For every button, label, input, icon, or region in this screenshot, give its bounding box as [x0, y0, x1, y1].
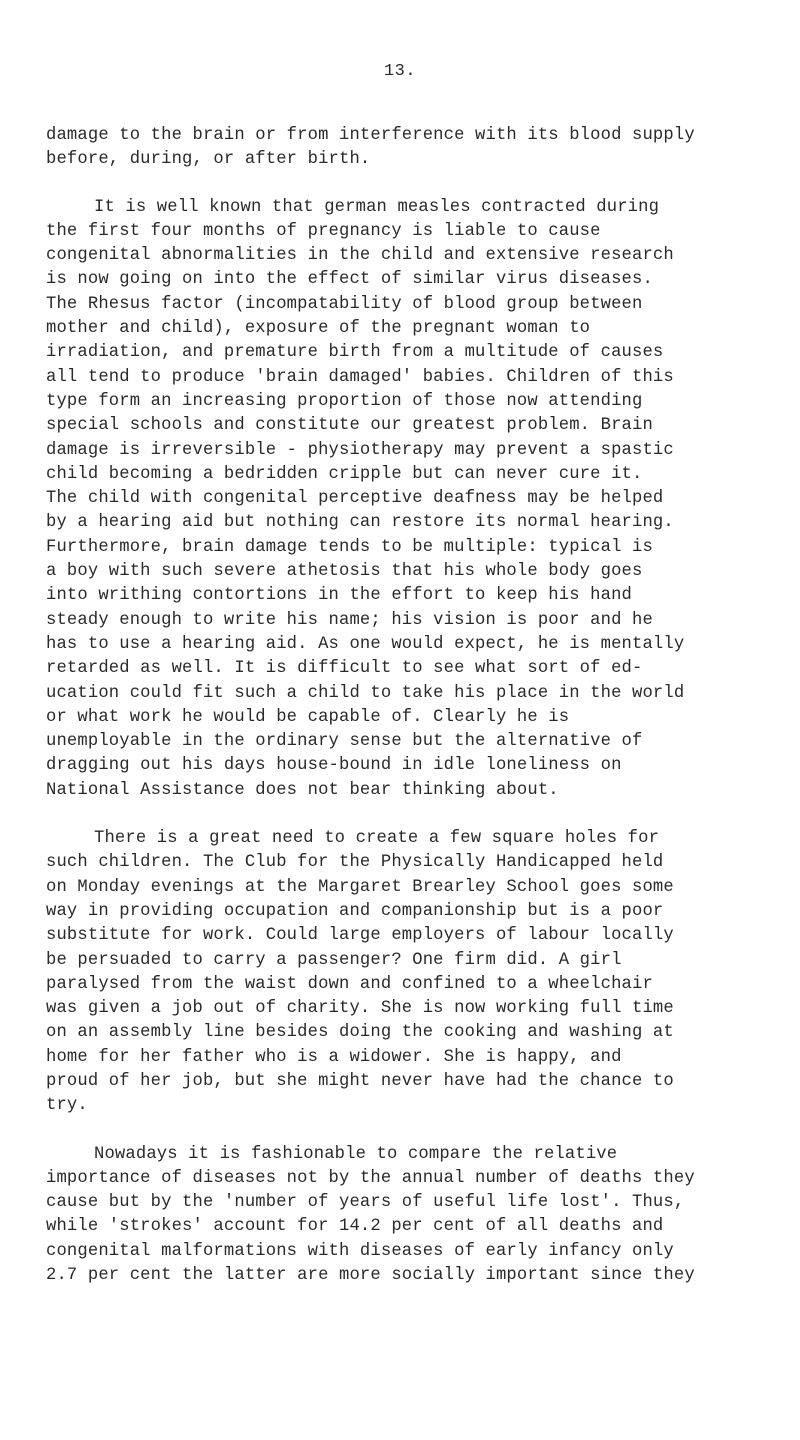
text-line: be persuaded to carry a passenger? One firm did. A girl — [46, 950, 622, 970]
body-text — [46, 124, 766, 1312]
text-line: before, during, or after birth. — [46, 150, 371, 170]
text-line: 2.7 per cent the latter are more socially important since they — [46, 1266, 695, 1286]
text-line: dragging out his days house-bound in idle loneliness on — [46, 756, 622, 776]
text-line: by a hearing aid but nothing can restore its normal hearing. — [46, 513, 674, 533]
text-line: The child with congenital perceptive deafness may be helped — [46, 489, 664, 509]
text-line: such children. The Club for the Physically Handicapped held — [46, 853, 664, 873]
text-line: substitute for work. Could large employers of labour locally — [46, 926, 674, 946]
text-line: or what work he would be capable of. Clearly he is — [46, 707, 570, 727]
text-line: is now going on into the effect of similar virus diseases. — [46, 270, 653, 290]
text-line: type form an increasing proportion of those now attending — [46, 391, 643, 411]
text-line: congenital malformations with diseases of early infancy only — [46, 1241, 674, 1261]
text-line: National Assistance does not bear thinking about. — [46, 780, 559, 800]
text-line: proud of her job, but she might never have had the chance to — [46, 1071, 674, 1091]
text-line: on Monday evenings at the Margaret Brearley School goes some — [46, 877, 674, 897]
text-line: mother and child), exposure of the pregnant woman to — [46, 319, 591, 339]
text-line: has to use a hearing aid. As one would expect, he is mentally — [46, 634, 685, 654]
text-line: while 'strokes' account for 14.2 per cent of all deaths and — [46, 1217, 664, 1237]
text-line: paralysed from the waist down and confined to a wheelchair — [46, 974, 653, 994]
text-line: on an assembly line besides doing the cooking and washing at — [46, 1023, 674, 1043]
text-line: try. — [46, 1096, 88, 1116]
text-line: retarded as well. It is difficult to see what sort of ed- — [46, 659, 643, 679]
text-line: steady enough to write his name; his vision is poor and he — [46, 610, 653, 630]
text-line: cause but by the 'number of years of useful life lost'. Thus, — [46, 1193, 685, 1213]
text-line: The Rhesus factor (incompatability of blood group between — [46, 294, 643, 314]
text-line: a boy with such severe athetosis that his whole body goes — [46, 562, 643, 582]
text-line: It is well known that german measles contracted during — [94, 197, 660, 217]
text-line: damage to the brain or from interference with its blood supply — [46, 126, 695, 145]
text-line: congenital abnormalities in the child and extensive research — [46, 246, 674, 266]
text-line: child becoming a bedridden cripple but can never cure it. — [46, 464, 643, 484]
text-line: Furthermore, brain damage tends to be multiple: typical is — [46, 537, 653, 557]
paragraph — [46, 827, 766, 1119]
text-line: all tend to produce 'brain damaged' babies. Children of this — [46, 367, 674, 387]
paragraph — [46, 1143, 766, 1289]
text-line: home for her father who is a widower. She is happy, and — [46, 1047, 622, 1067]
paragraph — [46, 196, 766, 803]
text-line: the first four months of pregnancy is liable to cause — [46, 221, 601, 241]
page-number: 13. — [383, 62, 417, 81]
text-line: irradiation, and premature birth from a multitude of causes — [46, 343, 664, 363]
text-line: importance of diseases not by the annual number of deaths they — [46, 1168, 695, 1188]
text-line: special schools and constitute our greatest problem. Brain — [46, 416, 653, 436]
text-line: way in providing occupation and companionship but is a poor — [46, 901, 664, 921]
paragraph — [46, 124, 766, 173]
text-line: Nowadays it is fashionable to compare the relative — [94, 1144, 618, 1164]
text-line: unemployable in the ordinary sense but the alternative of — [46, 732, 643, 752]
text-line: There is a great need to create a few square holes for — [94, 829, 660, 849]
text-line: ucation could fit such a child to take his place in the world — [46, 683, 685, 703]
text-line: into writhing contortions in the effort to keep his hand — [46, 586, 632, 606]
text-line: damage is irreversible - physiotherapy may prevent a spastic — [46, 440, 674, 460]
text-line: was given a job out of charity. She is now working full time — [46, 999, 674, 1019]
